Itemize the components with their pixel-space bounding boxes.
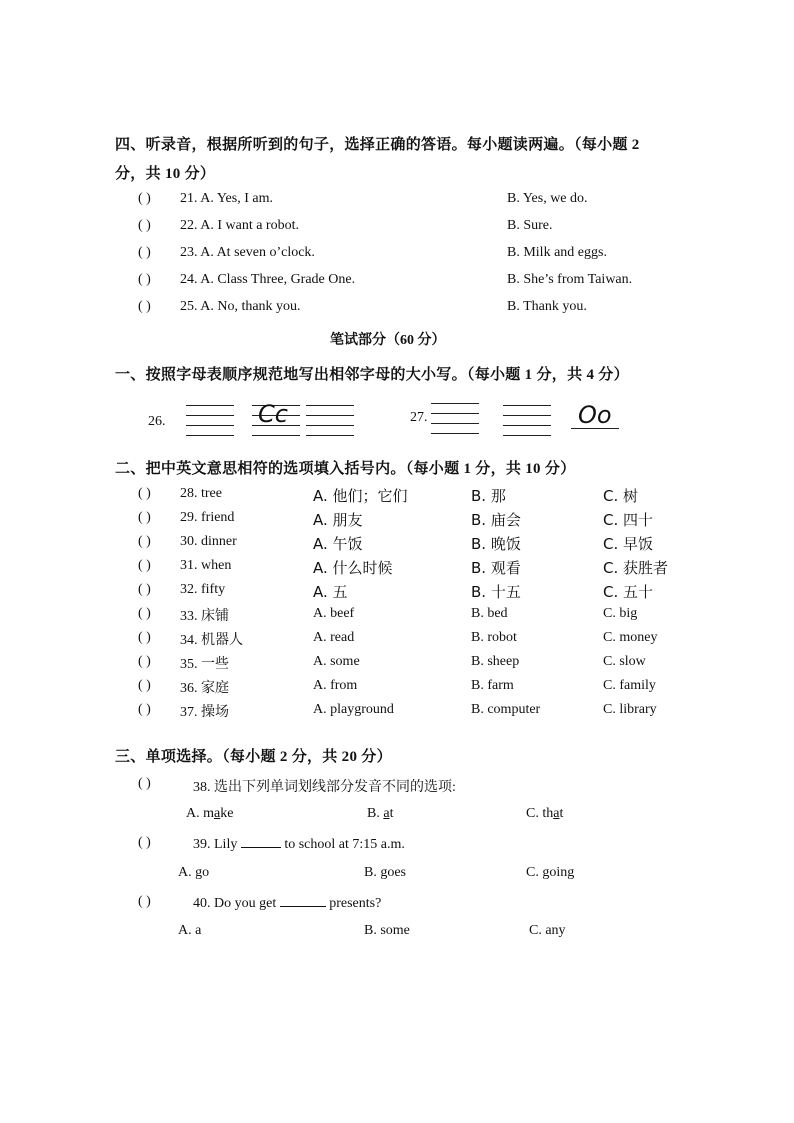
option-b: B. robot bbox=[471, 630, 517, 645]
option-b: B. 晚饭 bbox=[471, 535, 521, 553]
question-word: 28. tree bbox=[180, 486, 222, 501]
option-b: B. 庙会 bbox=[471, 511, 521, 529]
question-word: 33. 床铺 bbox=[180, 609, 229, 624]
answer-paren[interactable]: ( ) bbox=[138, 606, 151, 621]
written-section-title: 笔试部分（60 分） bbox=[330, 333, 446, 348]
fill-blank[interactable] bbox=[241, 835, 281, 848]
part2-heading: 二、把中英文意思相符的选项填入括号内。（每小题 1 分，共 10 分） bbox=[115, 461, 576, 477]
option-c: C. money bbox=[603, 630, 658, 645]
underlined-letter: a bbox=[383, 806, 390, 821]
q26-label: 26. bbox=[148, 414, 166, 429]
answer-paren[interactable]: ( ) bbox=[138, 486, 151, 501]
q38-option-a bbox=[186, 806, 233, 822]
option-a: A. from bbox=[313, 678, 358, 693]
option-b: B. sheep bbox=[471, 654, 520, 669]
q39-stem bbox=[193, 835, 405, 853]
question-word: 29. friend bbox=[180, 510, 235, 525]
q39-option-a: A. go bbox=[178, 865, 210, 880]
q27-handwritten-letters: Oo bbox=[578, 401, 612, 429]
option-b: B. Sure. bbox=[507, 218, 553, 233]
q38-option-b bbox=[367, 806, 393, 822]
question-word: 30. dinner bbox=[180, 534, 237, 549]
q26-handwritten-letters: Cc bbox=[258, 400, 288, 428]
stem-text: to school at 7:15 a.m. bbox=[284, 837, 405, 852]
answer-paren[interactable]: ( ) bbox=[138, 776, 151, 791]
option-a: 23. A. At seven o’clock. bbox=[180, 245, 315, 260]
option-text: ke bbox=[220, 806, 234, 821]
q40-option-c: C. any bbox=[529, 923, 566, 938]
question-word: 32. fifty bbox=[180, 582, 226, 597]
option-c: C. 四十 bbox=[603, 511, 654, 529]
stem-text: presents? bbox=[329, 896, 382, 911]
option-c: C. family bbox=[603, 678, 656, 693]
underlined-letter: a bbox=[553, 806, 560, 821]
option-a: A. 朋友 bbox=[313, 511, 363, 529]
q38-stem: 38. 选出下列单词划线部分发音不同的选项: bbox=[193, 780, 456, 795]
answer-paren[interactable]: ( ) bbox=[138, 191, 151, 206]
q27-blank-lines-2[interactable] bbox=[503, 405, 551, 445]
option-b: B. farm bbox=[471, 678, 514, 693]
option-a: 22. A. I want a robot. bbox=[180, 218, 299, 233]
answer-paren[interactable]: ( ) bbox=[138, 582, 151, 597]
question-word: 37. 操场 bbox=[180, 705, 229, 720]
part3-heading: 三、单项选择。（每小题 2 分，共 20 分） bbox=[115, 749, 392, 765]
option-b: B. 观看 bbox=[471, 559, 521, 577]
option-a: A. beef bbox=[313, 606, 355, 621]
option-b: B. Milk and eggs. bbox=[507, 245, 607, 260]
option-text: t bbox=[389, 806, 394, 821]
option-c: C. 五十 bbox=[603, 583, 654, 601]
question-word: 35. 一些 bbox=[180, 657, 229, 672]
q27-label: 27. bbox=[410, 410, 428, 425]
answer-paren[interactable]: ( ) bbox=[138, 272, 151, 287]
option-a: A. playground bbox=[313, 702, 394, 717]
q26-blank-lines-1[interactable] bbox=[186, 405, 234, 445]
option-b: B. Yes, we do. bbox=[507, 191, 588, 206]
option-a: A. 五 bbox=[313, 583, 348, 601]
option-text: t bbox=[559, 806, 564, 821]
underlined-letter: a bbox=[214, 806, 221, 821]
answer-paren[interactable]: ( ) bbox=[138, 558, 151, 573]
question-word: 34. 机器人 bbox=[180, 633, 243, 648]
fill-blank[interactable] bbox=[280, 894, 326, 907]
option-a: A. 什么时候 bbox=[313, 559, 393, 577]
answer-paren[interactable]: ( ) bbox=[138, 510, 151, 525]
question-word: 31. when bbox=[180, 558, 232, 573]
option-b: B. She’s from Taiwan. bbox=[507, 272, 633, 287]
q40-option-b: B. some bbox=[364, 923, 410, 938]
answer-paren[interactable]: ( ) bbox=[138, 218, 151, 233]
part1-heading: 一、按照字母表顺序规范地写出相邻字母的大小写。（每小题 1 分，共 4 分） bbox=[115, 367, 629, 383]
q40-stem bbox=[193, 894, 381, 912]
section4-heading-line1: 四、听录音，根据所听到的句子，选择正确的答语。每小题读两遍。（每小题 2 bbox=[115, 137, 640, 153]
option-b: B. bed bbox=[471, 606, 508, 621]
q39-option-c: C. going bbox=[526, 865, 575, 880]
option-a: 24. A. Class Three, Grade One. bbox=[180, 272, 356, 287]
option-c: C. library bbox=[603, 702, 657, 717]
option-text: A. m bbox=[186, 806, 214, 821]
answer-paren[interactable]: ( ) bbox=[138, 678, 151, 693]
stem-text: 39. Lily bbox=[193, 837, 238, 852]
section4-heading-line2: 分，共 10 分） bbox=[115, 166, 216, 182]
option-b: B. 十五 bbox=[471, 583, 521, 601]
answer-paren[interactable]: ( ) bbox=[138, 894, 151, 909]
option-text: B. bbox=[367, 806, 384, 821]
option-text: C. th bbox=[526, 806, 554, 821]
option-a: A. read bbox=[313, 630, 355, 645]
option-a: 21. A. Yes, I am. bbox=[180, 191, 273, 206]
option-b: B. 那 bbox=[471, 487, 506, 505]
answer-paren[interactable]: ( ) bbox=[138, 299, 151, 314]
answer-paren[interactable]: ( ) bbox=[138, 245, 151, 260]
option-c: C. slow bbox=[603, 654, 646, 669]
answer-paren[interactable]: ( ) bbox=[138, 835, 151, 850]
q38-option-c bbox=[526, 806, 563, 822]
answer-paren[interactable]: ( ) bbox=[138, 702, 151, 717]
option-a: A. some bbox=[313, 654, 360, 669]
option-b: B. computer bbox=[471, 702, 541, 717]
q40-option-a: A. a bbox=[178, 923, 202, 938]
q26-blank-lines-3[interactable] bbox=[306, 405, 354, 445]
option-a: 25. A. No, thank you. bbox=[180, 299, 301, 314]
answer-paren[interactable]: ( ) bbox=[138, 534, 151, 549]
option-a: A. 他们；它们 bbox=[313, 487, 408, 505]
option-c: C. 获胜者 bbox=[603, 559, 669, 577]
answer-paren[interactable]: ( ) bbox=[138, 654, 151, 669]
option-c: C. 早饭 bbox=[603, 535, 654, 553]
option-c: C. big bbox=[603, 606, 638, 621]
q39-option-b: B. goes bbox=[364, 865, 406, 880]
option-c: C. 树 bbox=[603, 487, 639, 505]
q27-blank-lines-1[interactable] bbox=[431, 403, 479, 443]
stem-text: 40. Do you get bbox=[193, 896, 277, 911]
question-word: 36. 家庭 bbox=[180, 681, 229, 696]
answer-paren[interactable]: ( ) bbox=[138, 630, 151, 645]
option-b: B. Thank you. bbox=[507, 299, 587, 314]
option-a: A. 午饭 bbox=[313, 535, 363, 553]
